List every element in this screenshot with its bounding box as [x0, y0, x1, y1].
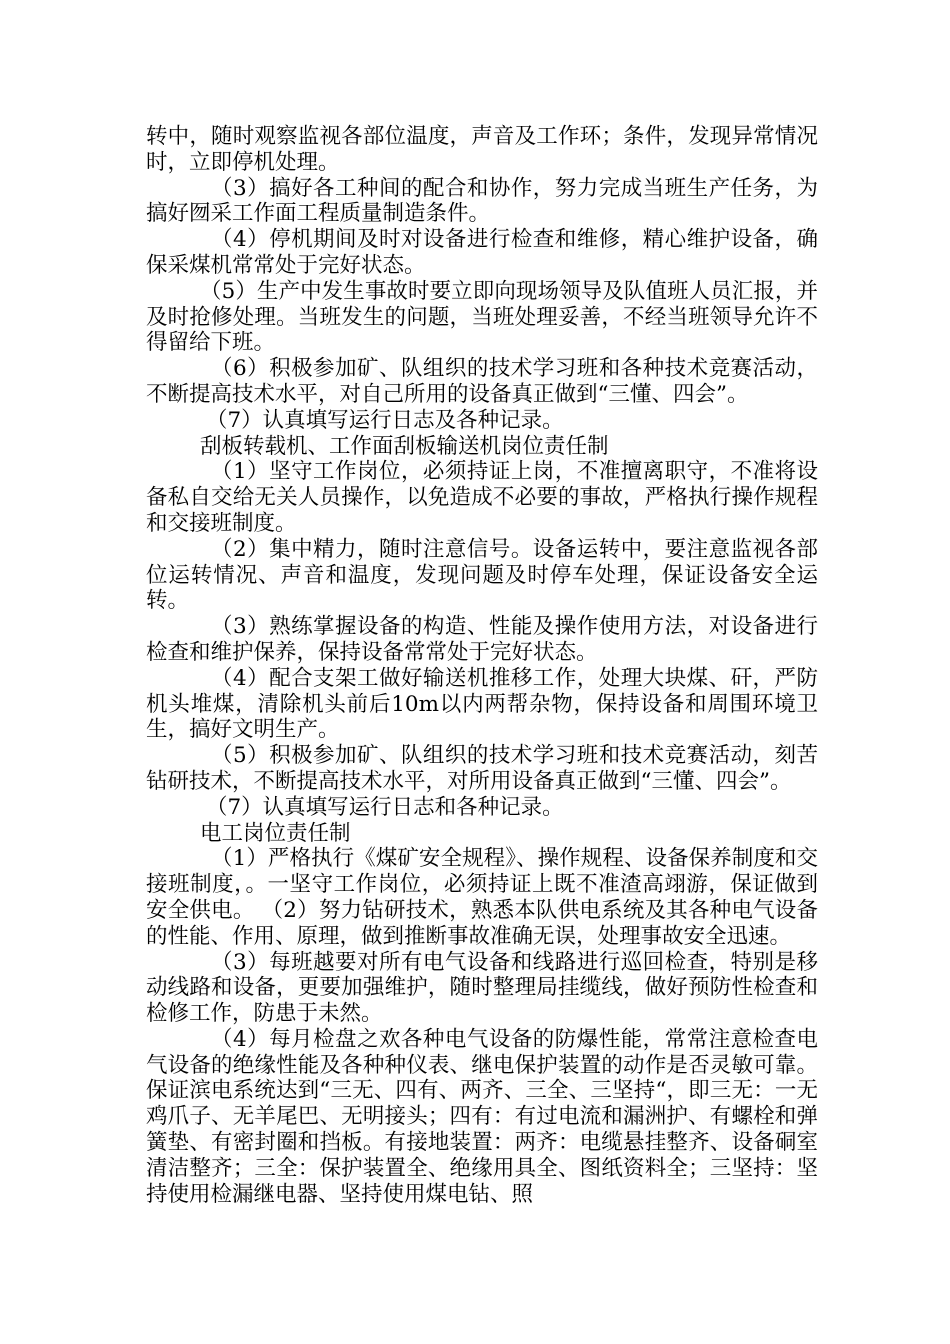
paragraph-electrician-4: （4）每月检盘之欢各种电气设备的防爆性能，常常注意检查电气设备的绝缘性能及各种种仪表、继电保护装置的动作是否灵敏可靠。保证滨电系统达到“三无、四有、两齐、三全、三坚持“，即三无：一无鸡爪子、无羊尾巴、无明接头；四有：有过电流和漏洲护、有螺栓和弹簧垫、有密封圈和挡板。有接地装置：两齐：电缆悬挂整齐、设备硐室清洁整齐；三全：保护装置全、绝缘用具全、图纸资料全；三坚持：坚持使用检漏继电器、坚持使用煤电钻、照 — [146, 1026, 818, 1207]
paragraph-conveyor-1: （1）坚守工作岗位，必须持证上岗，不准擅离职守，不准将设备私自交给无关人员操作，以免造成不必要的事故，严格执行操作规程和交接班制度。 — [146, 459, 818, 536]
paragraph-conveyor-2: （2）集中精力，随时注意信号。设备运转中，要注意监视各部位运转情况、声音和温度，发现问题及时停车处理，保证设备安全运转。 — [146, 536, 818, 614]
document-body — [146, 124, 818, 1207]
paragraph-item-3: （3）搞好各工种间的配合和协作，努力完成当班生产任务，为搞好囫采工作面工程质量制造条件。 — [146, 175, 818, 227]
paragraph-conveyor-7: （7）认真填写运行日志和各种记录。 — [206, 794, 564, 820]
paragraph-continuation: 转中，随时观察监视各部位温度，声音及工作环；条件，发现异常情况时，立即停机处理。 — [146, 124, 818, 175]
section-heading-conveyor: 刮板转载机、工作面刮板输送机岗位责任制 — [200, 433, 609, 459]
paragraph-item-7: （7）认真填写运行日志及各种记录。 — [206, 407, 564, 433]
section-heading-electrician: 电工岗位责任制 — [200, 820, 351, 846]
paragraph-electrician-3: （3）每班越要对所有电气设备和线路进行巡回检查，特别是移动线路和设备，更要加强维护，随时整理局挂缆线，做好预防性检查和检修工作，防患于未然。 — [146, 949, 818, 1027]
paragraph-item-6: （6）积极参加矿、队组织的技术学习班和各种技术竞赛活动，不断提高技术水平，对自己所用的设备真正做到“三懂、四会”。 — [146, 356, 818, 407]
paragraph-conveyor-4: （4）配合支架工做好输送机推移工作，处理大块煤、矸，严防机头堆煤，清除机头前后10m以内两帮杂物，保持设备和周围环境卫生，搞好文明生产。 — [146, 665, 818, 743]
paragraph-conveyor-5: （5）积极参加矿、队组织的技术学习班和技术竞赛活动，刻苦钻研技术，不断提高技术水平，对所用设备真正做到“三懂、四会”。 — [146, 743, 818, 794]
paragraph-item-4: （4）停机期间及时对设备进行检查和维修，精心维护设备，确保采煤机常常处于完好状态。 — [146, 227, 818, 278]
paragraph-electrician-1: （1）严格执行《煤矿安全规程》、操作规程、设备保养制度和交接班制度，。一坚守工作岗位，必须持证上既不准渣高翊游，保证做到安全供电。 （2）努力钻研技术，熟悉本队供电系统及其各种电气设备的性能、作用、原理，做到推断事故准确无误，处理事故安全迅速。 — [146, 846, 818, 949]
paragraph-item-5: （5）生产中发生事故时要立即向现场领导及队值班人员汇报，并及时抢修处理。当班发生的问题，当班处理妥善，不经当班领导允许不得留给下班。 — [146, 278, 818, 356]
paragraph-conveyor-3: （3）熟练掌握设备的构造、性能及操作使用方法，对设备进行检查和维护保养，保持设备常常处于完好状态。 — [146, 614, 818, 665]
